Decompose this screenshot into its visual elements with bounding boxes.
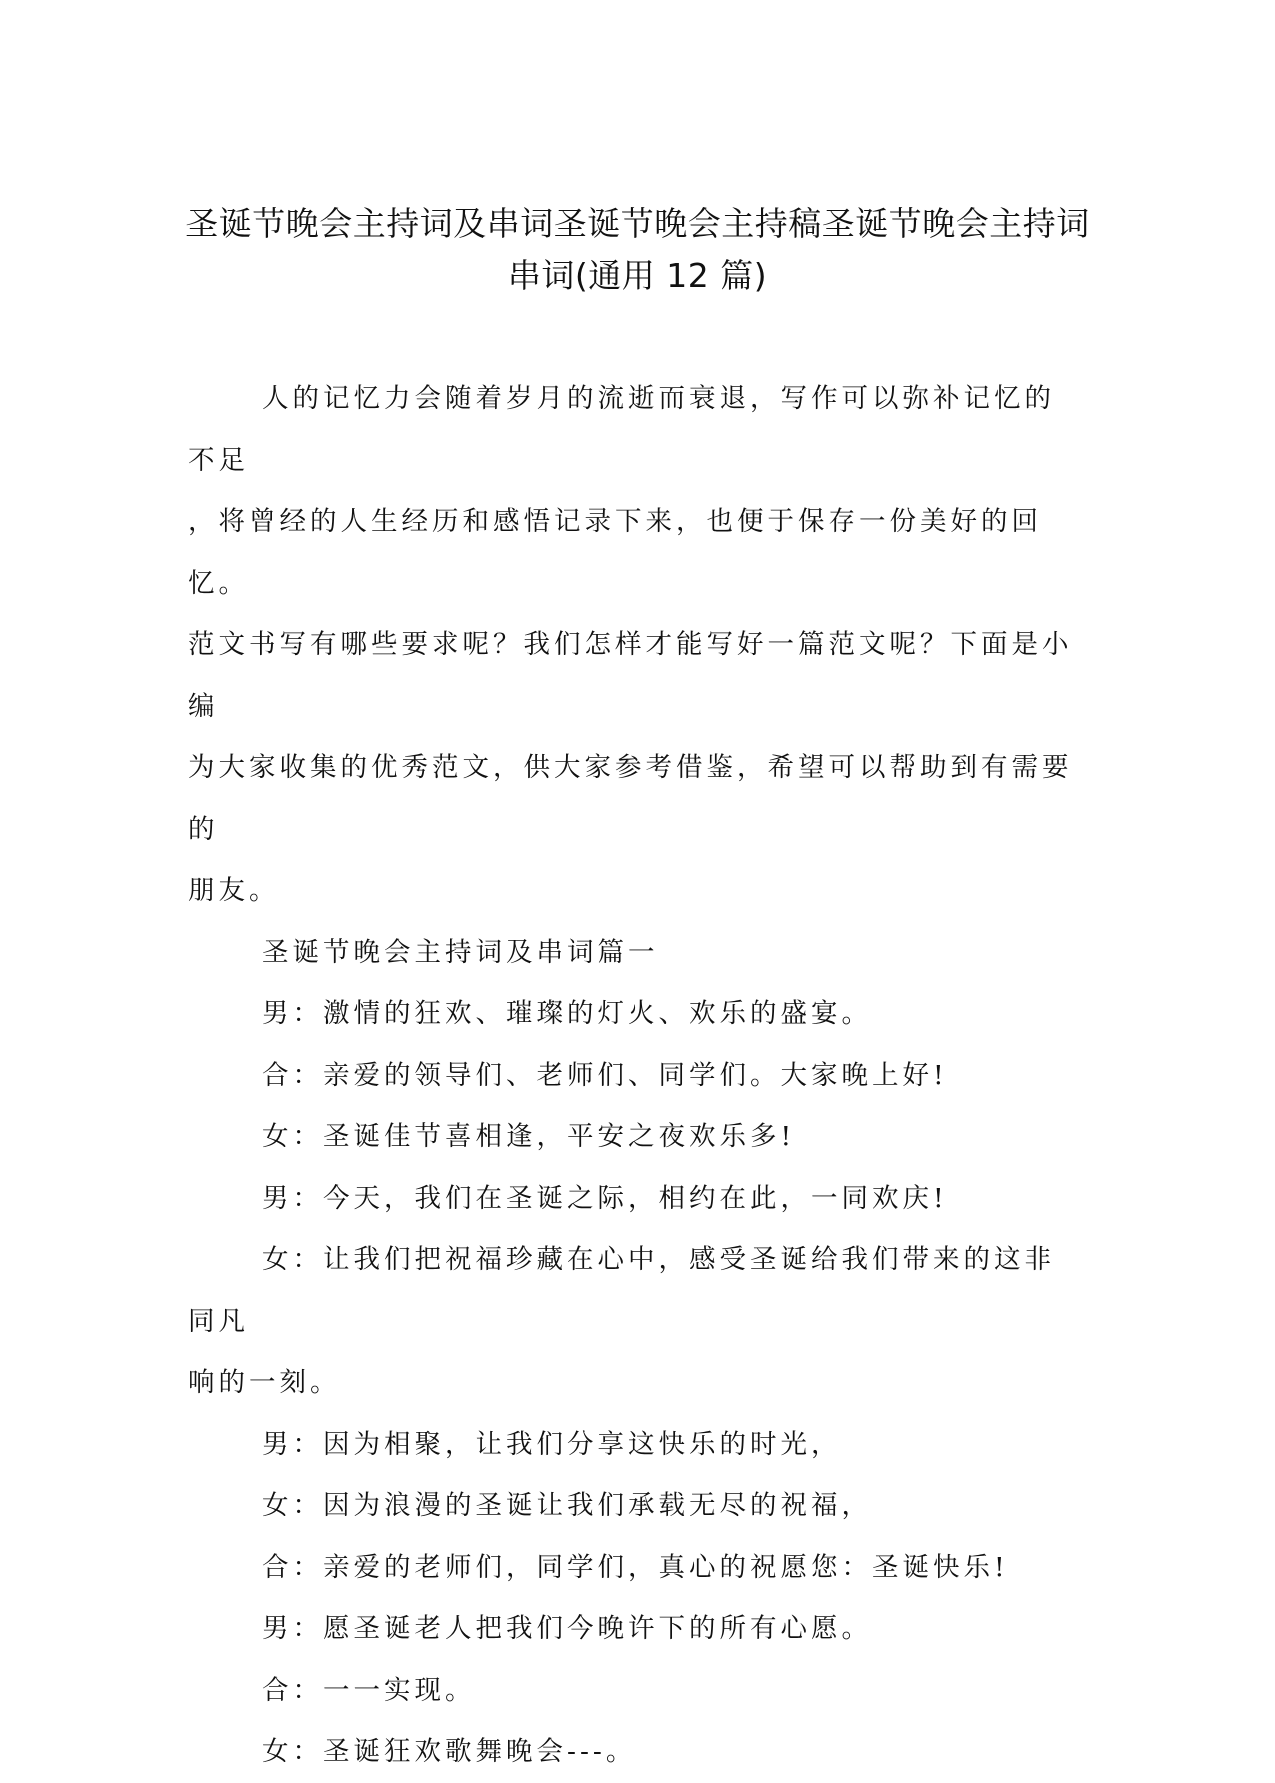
dialogue-line: 女：让我们把祝福珍藏在心中，感受圣诞给我们带来的这非同凡 — [188, 1244, 1055, 1337]
intro-line: 为大家收集的优秀范文，供大家参考借鉴，希望可以帮助到有需要的 — [188, 752, 1073, 845]
dialogue-line: 男：今天，我们在圣诞之际，相约在此，一同欢庆! — [262, 1182, 948, 1214]
dialogue-line: 男：因为相聚，让我们分享这快乐的时光， — [262, 1428, 842, 1460]
dialogue-line: 女：圣诞佳节喜相逢，平安之夜欢乐多! — [262, 1121, 796, 1152]
intro-line: 朋友。 — [188, 875, 280, 906]
intro-line: 范文书写有哪些要求呢？我们怎样才能写好一篇范文呢？下面是小编 — [188, 629, 1073, 722]
intro-line: 人的记忆力会随着岁月的流逝而衰退，写作可以弥补记忆的不足 — [188, 383, 1055, 476]
title-line-2: 串词(通用 12 篇) — [507, 256, 768, 295]
dialogue-line: 男：激情的狂欢、璀璨的灯火、欢乐的盛宴。 — [262, 998, 872, 1029]
document-title — [170, 198, 1105, 302]
dialogue-line: 响的一刻。 — [188, 1367, 341, 1398]
dialogue-line: 男：愿圣诞老人把我们今晚许下的所有心愿。 — [262, 1613, 872, 1644]
dialogue-line: 合：一一实现。 — [262, 1674, 476, 1706]
document-body — [188, 368, 1078, 1783]
title-line-1: 圣诞节晚会主持词及串词圣诞节晚会主持稿圣诞节晚会主持词 — [185, 204, 1090, 243]
section-heading: 圣诞节晚会主持词及串词篇一 — [262, 936, 659, 968]
dialogue-line: 女：圣诞狂欢歌舞晚会---。 — [262, 1736, 637, 1767]
intro-line: ，将曾经的人生经历和感悟记录下来，也便于保存一份美好的回忆。 — [188, 506, 1042, 599]
dialogue-line: 合：亲爱的老师们，同学们，真心的祝愿您：圣诞快乐! — [262, 1551, 1009, 1583]
dialogue-line: 合：亲爱的领导们、老师们、同学们。大家晚上好! — [262, 1059, 948, 1091]
dialogue-line: 女：因为浪漫的圣诞让我们承载无尽的祝福， — [262, 1490, 872, 1521]
